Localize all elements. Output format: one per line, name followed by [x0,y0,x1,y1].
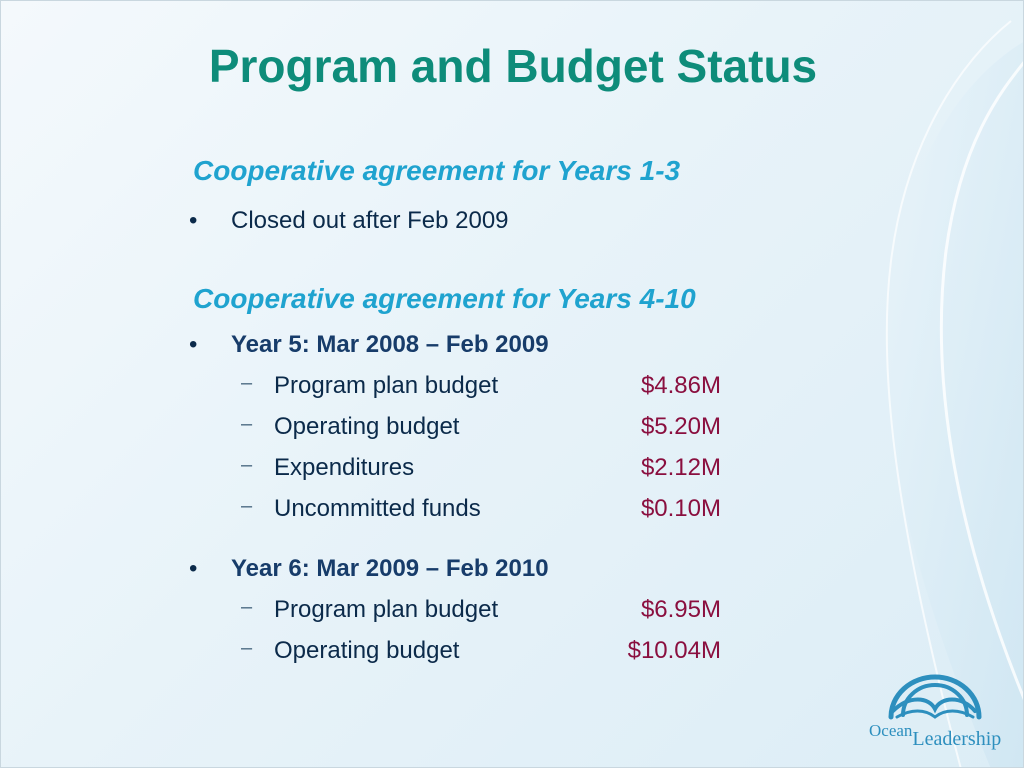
budget-label: Program plan budget [274,372,499,399]
budget-amount: $5.20M [640,413,721,440]
budget-label: Operating budget [274,413,460,440]
dash-marker: – [241,454,253,476]
budget-line-item [241,454,721,484]
budget-label: Operating budget [274,637,460,664]
logo-word-leadership: Leadership [912,728,1002,750]
budget-line-item [241,495,721,525]
budget-amount: $0.10M [640,495,721,522]
bullet-text: Closed out after Feb 2009 [231,207,509,234]
bullet-marker: • [189,207,198,234]
section-heading-years-1-3: Cooperative agreement for Years 1-3 [193,155,681,186]
budget-amount: $6.95M [640,596,721,623]
budget-amount: $4.86M [640,372,721,399]
year-label: Year 5: Mar 2008 – Feb 2009 [231,331,549,358]
dash-marker: – [241,596,253,618]
budget-amount: $10.04M [627,637,721,664]
budget-label: Uncommitted funds [274,495,481,522]
slide-title: Program and Budget Status [208,40,818,92]
budget-label: Program plan budget [274,596,499,623]
year-label: Year 6: Mar 2009 – Feb 2010 [231,555,549,582]
budget-line-item [241,596,721,626]
dash-marker: – [241,637,253,659]
budget-line-item [241,372,721,402]
budget-line-item [241,413,721,443]
logo-wordmark [869,719,1002,750]
dash-marker: – [241,495,253,517]
budget-label: Expenditures [274,454,415,481]
logo-word-ocean: Ocean [869,721,913,740]
section-heading-years-4-10: Cooperative agreement for Years 4-10 [193,283,696,314]
dash-marker: – [241,372,253,394]
dash-marker: – [241,413,253,435]
budget-amount: $2.12M [640,454,721,481]
bullet-marker: • [189,331,198,358]
budget-line-item [241,637,721,667]
bullet-marker: • [189,555,198,582]
